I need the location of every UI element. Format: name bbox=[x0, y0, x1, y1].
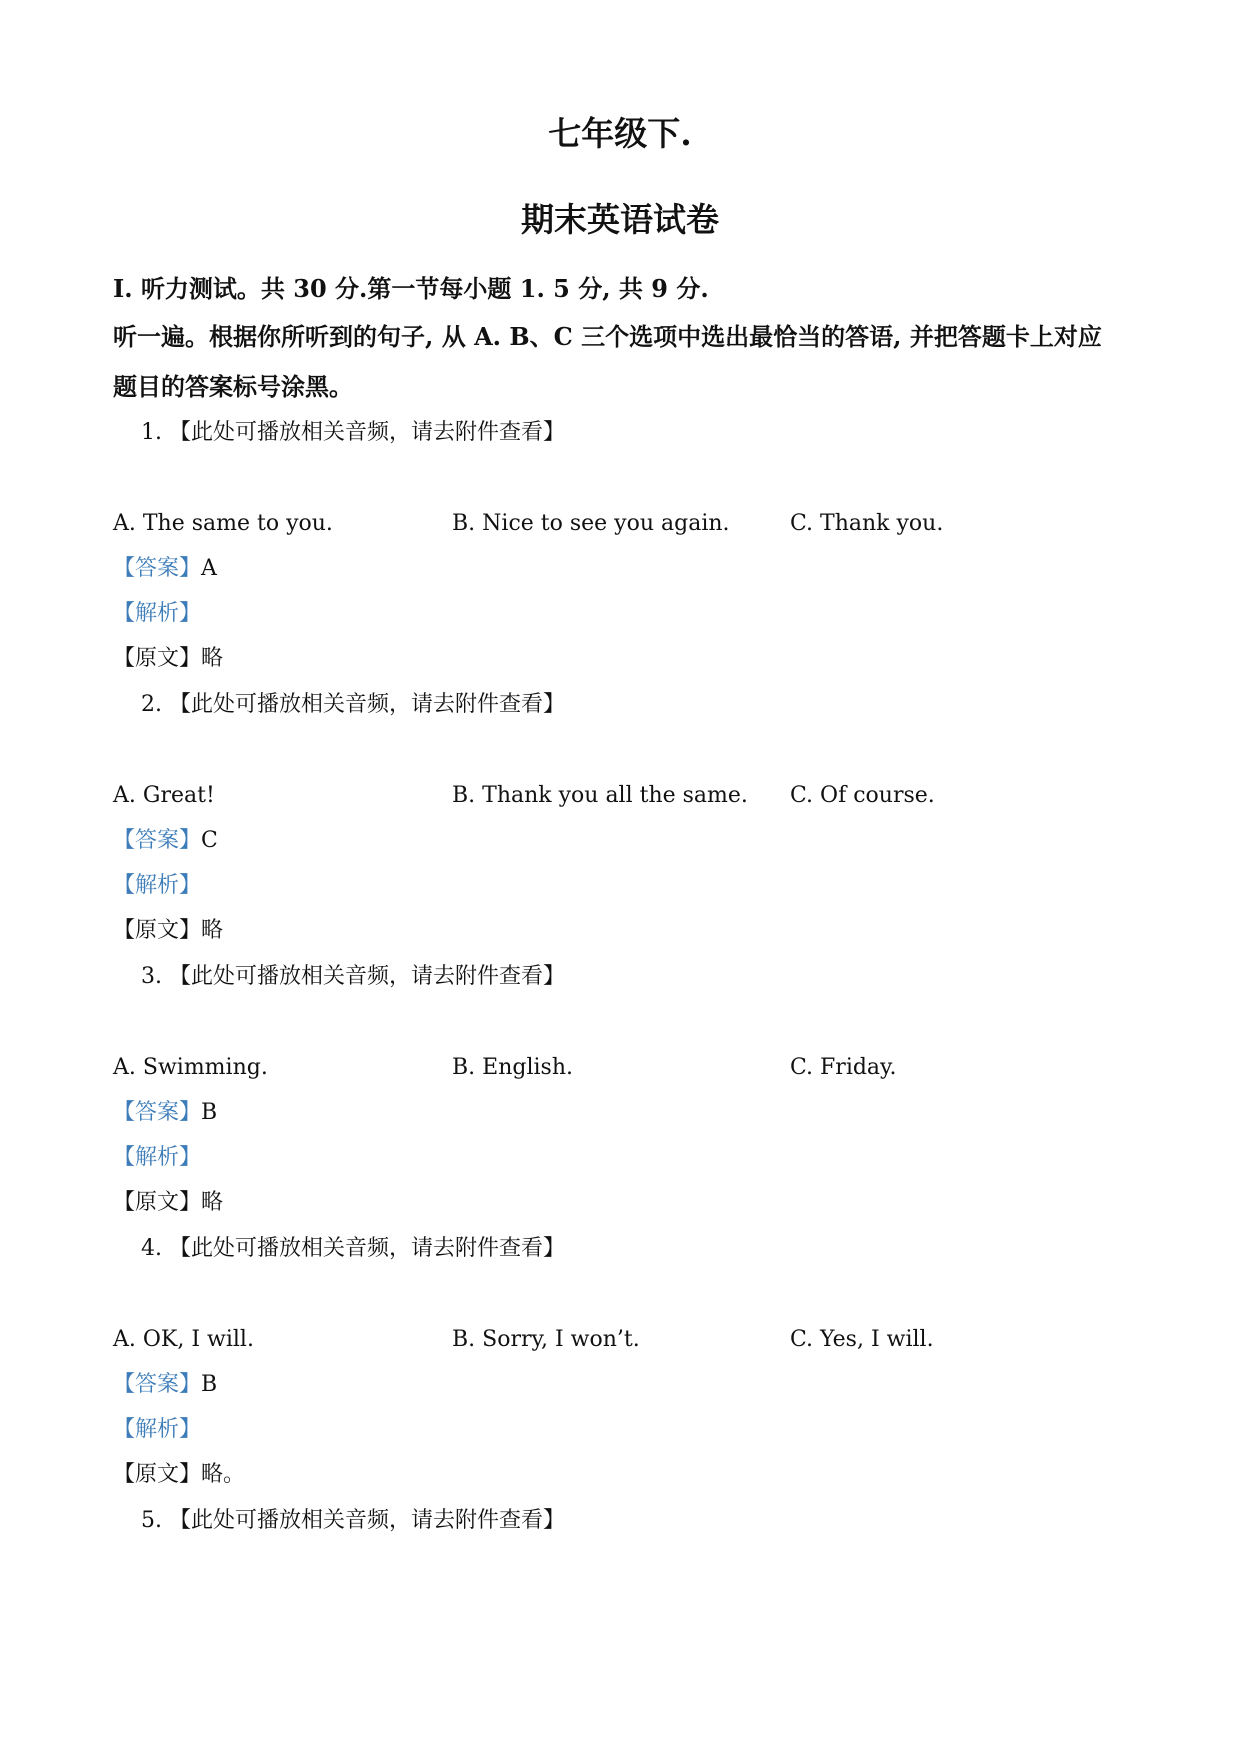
question-1-option-a: A. The same to you. bbox=[113, 511, 333, 536]
question-4 bbox=[0, 1234, 1240, 1506]
page-title: 七年级下. bbox=[548, 114, 692, 153]
question-2-option-c: C. Of course. bbox=[790, 783, 935, 808]
question-4-audio-prompt[interactable]: 4. 【此处可播放相关音频，请去附件查看】 bbox=[141, 1236, 565, 1261]
section-instructions-cont: 题目的答案标号涂黑。 bbox=[113, 372, 353, 401]
question-1-audio-prompt[interactable]: 1. 【此处可播放相关音频，请去附件查看】 bbox=[141, 420, 565, 445]
question-4-original bbox=[113, 1460, 245, 1490]
answer-value: C bbox=[201, 828, 218, 853]
original-value: 略 bbox=[201, 646, 224, 671]
original-label: 【原文】 bbox=[113, 1190, 202, 1215]
answer-value: B bbox=[201, 1372, 218, 1397]
question-1-original bbox=[113, 644, 223, 674]
answer-value: A bbox=[201, 556, 217, 581]
question-1-option-b: B. Nice to see you again. bbox=[452, 511, 730, 536]
question-3 bbox=[0, 962, 1240, 1234]
question-3-answer bbox=[113, 1098, 217, 1128]
question-4-analysis-label: 【解析】 bbox=[113, 1417, 202, 1442]
question-4-option-c: C. Yes, I will. bbox=[790, 1327, 934, 1352]
question-4-option-b: B. Sorry, I won’t. bbox=[452, 1327, 640, 1352]
answer-label: 【答案】 bbox=[113, 556, 202, 581]
original-label: 【原文】 bbox=[113, 918, 202, 943]
question-3-original bbox=[113, 1188, 223, 1218]
question-3-option-b: B. English. bbox=[452, 1055, 573, 1080]
question-1-answer bbox=[113, 554, 217, 584]
question-4-answer bbox=[113, 1370, 217, 1400]
question-2 bbox=[0, 690, 1240, 962]
question-3-audio-prompt[interactable]: 3. 【此处可播放相关音频，请去附件查看】 bbox=[141, 964, 565, 989]
page-subtitle: 期末英语试卷 bbox=[521, 200, 719, 239]
answer-label: 【答案】 bbox=[113, 1372, 202, 1397]
question-2-option-b: B. Thank you all the same. bbox=[452, 783, 748, 808]
question-2-answer bbox=[113, 826, 218, 856]
question-2-original bbox=[113, 916, 223, 946]
question-4-option-a: A. OK, I will. bbox=[113, 1327, 254, 1352]
answer-label: 【答案】 bbox=[113, 828, 202, 853]
question-2-analysis-label: 【解析】 bbox=[113, 873, 202, 898]
question-1 bbox=[0, 418, 1240, 690]
question-2-option-a: A. Great! bbox=[113, 783, 215, 808]
original-value: 略。 bbox=[201, 1462, 246, 1487]
original-label: 【原文】 bbox=[113, 646, 202, 671]
answer-label: 【答案】 bbox=[113, 1100, 202, 1125]
question-3-analysis-label: 【解析】 bbox=[113, 1145, 202, 1170]
question-3-option-a: A. Swimming. bbox=[113, 1055, 268, 1080]
original-value: 略 bbox=[201, 918, 224, 943]
answer-value: B bbox=[201, 1100, 218, 1125]
question-3-option-c: C. Friday. bbox=[790, 1055, 897, 1080]
section-heading: I. 听力测试。共 30 分.第一节每小题 1. 5 分, 共 9 分. bbox=[113, 274, 709, 303]
original-value: 略 bbox=[201, 1190, 224, 1215]
question-1-option-c: C. Thank you. bbox=[790, 511, 944, 536]
question-2-audio-prompt[interactable]: 2. 【此处可播放相关音频，请去附件查看】 bbox=[141, 692, 565, 717]
question-5-audio-prompt[interactable]: 5. 【此处可播放相关音频，请去附件查看】 bbox=[141, 1508, 565, 1533]
section-instructions: 听一遍。根据你所听到的句子, 从 A. B、C 三个选项中选出最恰当的答语, 并把答题卡上对应 bbox=[113, 322, 1102, 351]
question-5 bbox=[0, 1506, 1240, 1546]
original-label: 【原文】 bbox=[113, 1462, 202, 1487]
question-1-analysis-label: 【解析】 bbox=[113, 601, 202, 626]
